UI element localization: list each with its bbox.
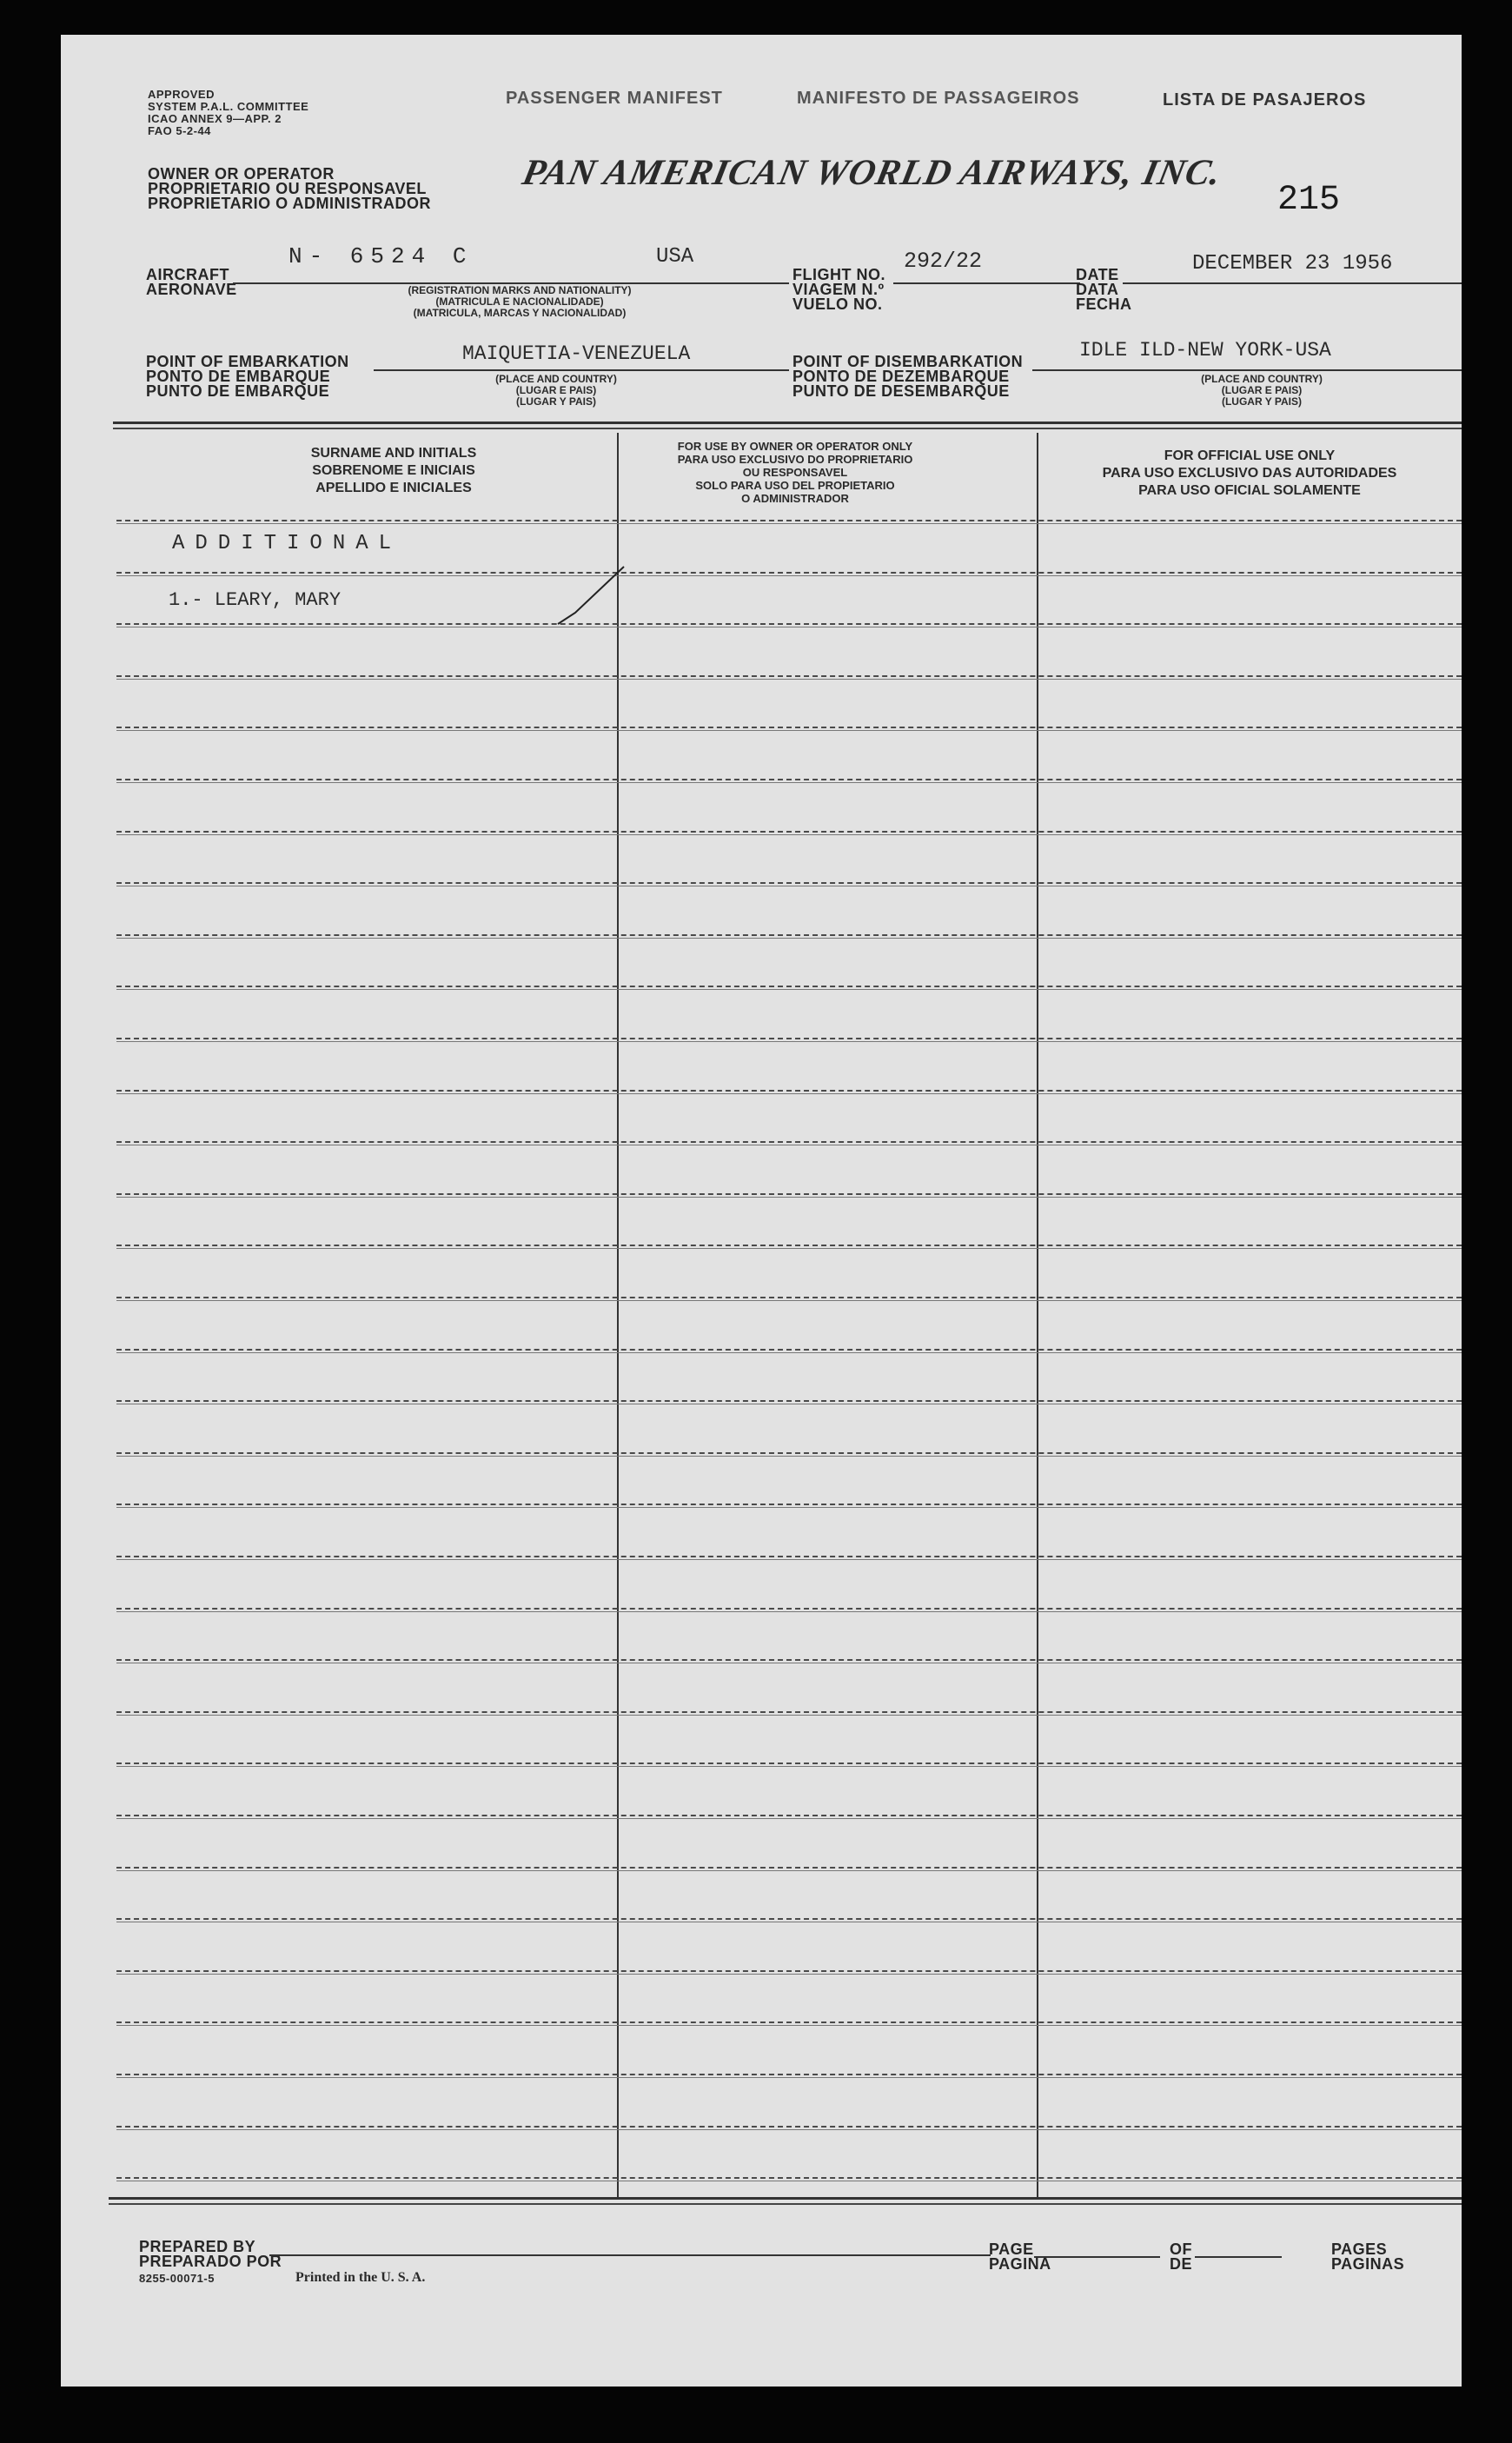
aircraft-label: [146, 268, 237, 297]
flight-label-en: FLIGHT NO.: [792, 266, 885, 283]
table-row-rule-inner: [116, 1715, 1462, 1716]
table-row-rule: [116, 1141, 1462, 1143]
table-row-rule: [116, 1193, 1462, 1195]
approval-line: APPROVED: [148, 88, 215, 101]
disembarkation-label-en: POINT OF DISEMBARKATION: [792, 353, 1024, 370]
table-row-rule: [116, 986, 1462, 987]
embarkation-caption-es: (LUGAR Y PAIS): [515, 395, 596, 408]
aircraft-registration: N- 6524 C: [288, 243, 474, 269]
disembarkation-label: [792, 355, 1023, 399]
disembarkation-label-pt: PONTO DE DEZEMBARQUE: [792, 368, 1010, 385]
disembarkation-caption-en: (PLACE AND COUNTRY): [1201, 373, 1323, 385]
column-official-es: PARA USO OFICIAL SOLAMENTE: [1138, 483, 1361, 498]
table-row-rule: [116, 779, 1462, 780]
table-row-rule-inner: [116, 1248, 1462, 1249]
page-line: [1034, 2256, 1160, 2258]
table-row-rule-inner: [116, 730, 1462, 731]
table-row-rule-inner: [116, 1818, 1462, 1819]
printed-in: Printed in the U. S. A.: [295, 2270, 426, 2285]
table-row-rule-inner: [116, 1974, 1462, 1975]
page-label-pt: PAGINA: [989, 2255, 1051, 2273]
flight-number: 292/22: [904, 249, 983, 274]
approval-line: FAO 5-2-44: [148, 124, 211, 137]
column-names-pt: SOBRENOME E INICIAIS: [312, 463, 475, 478]
table-row-rule-inner: [116, 679, 1462, 680]
table-row-rule: [116, 1297, 1462, 1298]
table-bottom-rule-inner: [109, 2203, 1462, 2205]
column-official-pt: PARA USO EXCLUSIVO DAS AUTORIDADES: [1102, 466, 1397, 481]
owner-label-en: OWNER OR OPERATOR: [148, 165, 335, 183]
column-header-owner: [617, 440, 973, 505]
owner-label: [148, 167, 431, 211]
table-row-rule: [116, 675, 1462, 677]
aircraft-label-en: AIRCRAFT: [146, 266, 229, 283]
date-value: DECEMBER 23 1956: [1192, 252, 1393, 276]
table-row-rule: [116, 572, 1462, 574]
page-label-en: PAGE: [989, 2241, 1034, 2258]
embarkation-label-pt: PONTO DE EMBARQUE: [146, 368, 331, 385]
table-row-rule-inner: [116, 989, 1462, 990]
table-row-rule: [116, 1815, 1462, 1816]
heading-manifest-en: PASSENGER MANIFEST: [506, 89, 723, 108]
table-row-rule-inner: [116, 782, 1462, 783]
embarkation-caption-pt: (LUGAR E PAIS): [515, 384, 597, 396]
disembarkation-label-es: PUNTO DE DESEMBARQUE: [792, 382, 1010, 400]
column-names-en: SURNAME AND INITIALS: [310, 446, 477, 461]
table-top-rule: [113, 422, 1462, 424]
table-row-rule: [116, 1038, 1462, 1039]
table-row-rule-inner: [116, 834, 1462, 835]
table-row-rule-inner: [116, 1559, 1462, 1560]
table-row-rule: [116, 1349, 1462, 1351]
manifest-sheet: [61, 35, 1462, 2387]
table-row-rule-inner: [116, 523, 1462, 524]
table-row-rule: [116, 934, 1462, 936]
owner-label-pt: PROPRIETARIO OU RESPONSAVEL: [148, 180, 427, 197]
flight-label-pt: VIAGEM N.º: [792, 281, 885, 298]
table-row-rule-inner: [116, 1300, 1462, 1301]
disembarkation-caption-es: (LUGAR Y PAIS): [1221, 395, 1302, 408]
table-row-rule: [116, 1556, 1462, 1557]
prepared-label-en: PREPARED BY: [139, 2238, 256, 2255]
table-row-rule: [116, 2074, 1462, 2075]
disembarkation-line: [1032, 369, 1462, 371]
table-top-rule-inner: [113, 428, 1462, 429]
table-row-rule-inner: [116, 575, 1462, 576]
approval-line: SYSTEM P.A.L. COMMITTEE: [148, 100, 309, 113]
aircraft-nationality: USA: [656, 245, 694, 269]
table-row-rule-inner: [116, 938, 1462, 939]
table-row-rule: [116, 2126, 1462, 2128]
table-row-rule-inner: [116, 1197, 1462, 1198]
table-row-rule: [116, 1867, 1462, 1869]
table-row-rule: [116, 1659, 1462, 1661]
embarkation-caption: [452, 374, 660, 408]
flight-line: [893, 282, 1080, 284]
owner-label-es: PROPRIETARIO O ADMINISTRADOR: [148, 195, 432, 212]
column-names-es: APELLIDO E INICIALES: [315, 481, 472, 495]
embarkation-place: MAIQUETIA-VENEZUELA: [462, 342, 691, 365]
table-row-rule: [116, 1504, 1462, 1505]
table-bottom-rule: [109, 2197, 1462, 2200]
table-row-rule: [116, 1400, 1462, 1402]
form-number: 8255-00071-5: [139, 2272, 215, 2285]
column-header-official: [1038, 448, 1462, 500]
embarkation-caption-en: (PLACE AND COUNTRY): [495, 373, 617, 385]
table-row-rule: [116, 2021, 1462, 2023]
table-row-rule: [116, 882, 1462, 884]
aircraft-label-pt: AERONAVE: [146, 281, 237, 298]
approval-block: [148, 89, 308, 137]
aircraft-caption-en: (REGISTRATION MARKS AND NATIONALITY): [408, 284, 632, 296]
table-row-rule: [116, 623, 1462, 625]
table-row-rule-inner: [116, 2129, 1462, 2130]
table-row-rule-inner: [116, 1352, 1462, 1353]
table-row-rule: [116, 1711, 1462, 1713]
aircraft-caption: [337, 285, 702, 319]
date-label-en: DATE: [1076, 266, 1119, 283]
pen-mark: [556, 565, 626, 626]
passenger-section-heading: ADDITIONAL: [172, 532, 402, 555]
date-label-pt: DATA: [1076, 281, 1119, 298]
table-row-rule: [116, 1918, 1462, 1920]
disembarkation-caption-pt: (LUGAR E PAIS): [1221, 384, 1303, 396]
disembarkation-caption: [1157, 374, 1366, 408]
table-row-rule: [116, 520, 1462, 521]
column-divider-1: [617, 433, 619, 2197]
column-owner-pt1: PARA USO EXCLUSIVO DO PROPRIETARIO: [677, 453, 913, 466]
table-row-rule: [116, 1970, 1462, 1972]
table-row-rule-inner: [116, 2025, 1462, 2026]
table-row-rule: [116, 1090, 1462, 1092]
heading-manifest-pt: MANIFESTO DE PASSAGEIROS: [797, 89, 1080, 108]
table-row-rule: [116, 2177, 1462, 2179]
approval-line: ICAO ANNEX 9—APP. 2: [148, 112, 282, 125]
table-row-rule: [116, 1452, 1462, 1454]
table-row-rule: [116, 1245, 1462, 1246]
column-header-names: [113, 445, 674, 497]
aircraft-caption-pt: (MATRICULA E NACIONALIDADE): [435, 295, 604, 308]
table-row-rule: [116, 1608, 1462, 1610]
flight-label-es: VUELO NO.: [792, 295, 883, 313]
flight-label: [792, 268, 885, 312]
pages-label: [1331, 2242, 1404, 2272]
prepared-by-label: [139, 2240, 282, 2269]
date-line: [1123, 282, 1462, 284]
column-owner-es2: O ADMINISTRADOR: [741, 492, 849, 505]
column-divider-2: [1037, 433, 1038, 2197]
column-owner-es1: SOLO PARA USO DEL PROPIETARIO: [695, 479, 895, 492]
heading-manifest-es: LISTA DE PASAJEROS: [1163, 90, 1367, 110]
airline-name: PAN AMERICAN WORLD AIRWAYS, INC.: [519, 153, 1225, 193]
embarkation-label-es: PUNTO DE EMBARQUE: [146, 382, 330, 400]
table-row-rule: [116, 727, 1462, 728]
embarkation-line: [374, 369, 789, 371]
embarkation-label: [146, 355, 349, 399]
column-owner-pt2: OU RESPONSAVEL: [742, 466, 848, 479]
passenger-entry: 1.- LEARY, MARY: [169, 589, 342, 611]
table-row-rule-inner: [116, 1456, 1462, 1457]
pages-label-en: PAGES: [1331, 2241, 1388, 2258]
prepared-by-line: [269, 2254, 991, 2256]
table-row-rule-inner: [116, 1093, 1462, 1094]
page-number: 215: [1277, 181, 1341, 220]
aircraft-caption-es: (MATRICULA, MARCAS Y NACIONALIDAD): [413, 307, 627, 319]
table-row-rule: [116, 1763, 1462, 1764]
prepared-label-pt: PREPARADO POR: [139, 2253, 282, 2270]
of-line: [1195, 2256, 1282, 2258]
table-row-rule-inner: [116, 1766, 1462, 1767]
column-owner-en: FOR USE BY OWNER OR OPERATOR ONLY: [677, 440, 913, 453]
embarkation-label-en: POINT OF EMBARKATION: [146, 353, 349, 370]
column-official-en: FOR OFFICIAL USE ONLY: [1164, 448, 1336, 463]
table-row-rule-inner: [116, 1870, 1462, 1871]
of-label-pt: DE: [1170, 2255, 1193, 2273]
disembarkation-place: IDLE ILD-NEW YORK-USA: [1079, 339, 1331, 362]
of-label-en: OF: [1170, 2241, 1192, 2258]
table-row-rule: [116, 831, 1462, 833]
pages-label-pt: PAGINAS: [1331, 2255, 1405, 2273]
of-label: [1170, 2242, 1192, 2272]
date-label: [1076, 268, 1132, 312]
table-row-rule-inner: [116, 1507, 1462, 1508]
table-row-rule-inner: [116, 1041, 1462, 1042]
table-row-rule-inner: [116, 2077, 1462, 2078]
date-label-es: FECHA: [1076, 295, 1132, 313]
table-row-rule-inner: [116, 1611, 1462, 1612]
